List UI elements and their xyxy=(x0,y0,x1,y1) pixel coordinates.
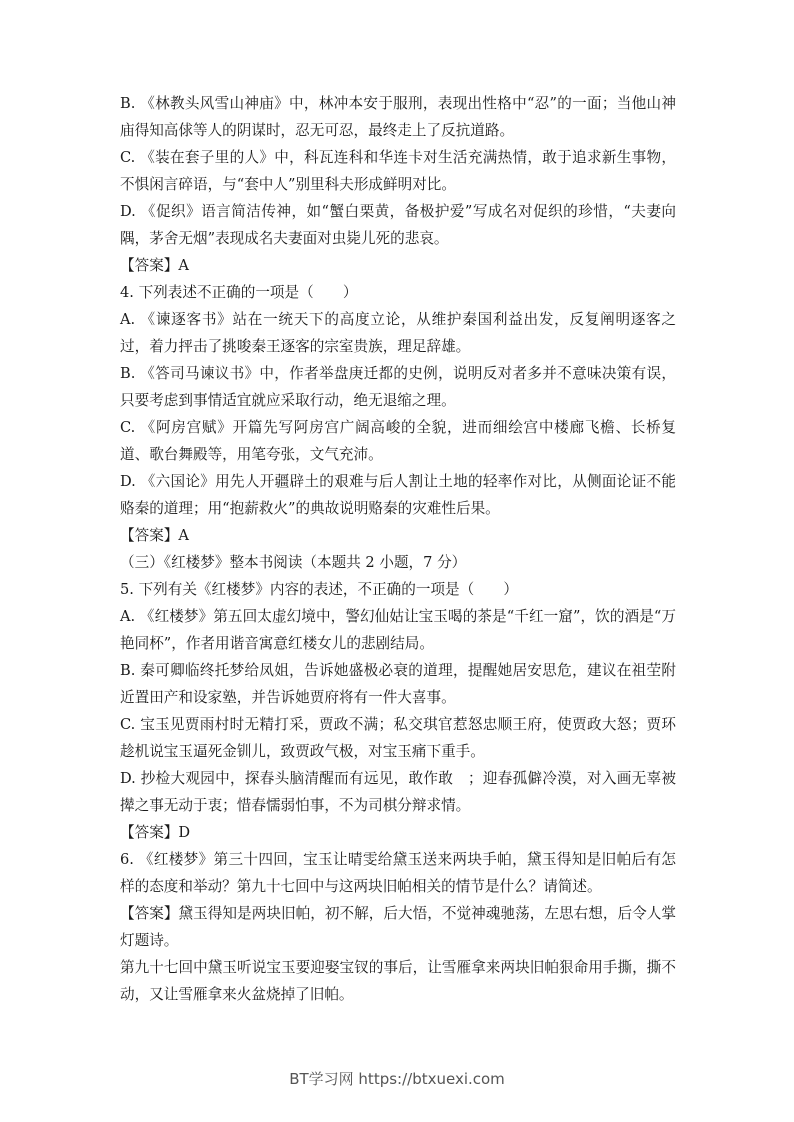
question-stem: 5. 下列有关《红楼梦》内容的表述，不正确的一项是（ ） xyxy=(120,581,519,598)
option-paragraph: B. 秦可卿临终托梦给凤姐，告诉她盛极必衰的道理，提醒她居安思危，建议在祖茔附近置田产和设家塾，并告诉她贾府将有一件大喜事。 xyxy=(120,662,676,706)
option-paragraph: A. 《谏逐客书》站在一统天下的高度立论，从维护秦国利益出发，反复阐明逐客之过，着力抨击了挑唆秦王逐客的宗室贵族，理足辞雄。 xyxy=(120,311,676,355)
answer-paragraph: 【答案】黛玉得知是两块旧帕，初不解，后大悟，不觉神魂驰荡，左思右想，后令人掌灯题诗。 xyxy=(120,905,676,949)
option-paragraph: B. 《答司马谏议书》中，作者举盘庚迁都的史例，说明反对者多并不意味决策有误，只要考虑到事情适宜就应采取行动，绝无退缩之理。 xyxy=(120,365,676,409)
answer-line: 【答案】A xyxy=(120,257,189,274)
answer-line: 【答案】D xyxy=(120,824,191,841)
option-paragraph: B. 《林教头风雪山神庙》中，林冲本安于服刑，表现出性格中“忍”的一面；当他山神庙得知高俅等人的阴谋时，忍无可忍，最终走上了反抗道路。 xyxy=(120,95,676,139)
answer-line: 【答案】A xyxy=(120,527,189,544)
section-heading: （三）《红楼梦》整本书阅读（本题共 2 小题，7 分） xyxy=(120,554,467,571)
option-paragraph: C. 《装在套子里的人》中，科瓦连科和华连卡对生活充满热情，敢于追求新生事物，不惧闲言碎语，与“套中人”别里科夫形成鲜明对比。 xyxy=(120,149,676,193)
option-paragraph: D. 《六国论》用先人开疆辟土的艰难与后人割让土地的轻率作对比，从侧面论证不能赂秦的道理；用“抱薪救火”的典故说明赂秦的灾难性后果。 xyxy=(120,473,676,517)
option-paragraph: D. 抄检大观园中，探春头脑清醒而有远见，敢作敢 ；迎春孤僻冷漠，对入画无辜被撵之事无动于衷；惜春懦弱怕事，不为司棋分辩求情。 xyxy=(120,770,676,814)
answer-paragraph-continued: 第九十七回中黛玉听说宝玉要迎娶宝钗的事后，让雪雁拿来两块旧帕狠命用手撕，撕不动，又让雪雁拿来火盆烧掉了旧帕。 xyxy=(120,959,676,1003)
question-stem: 4. 下列表述不正确的一项是（ ） xyxy=(120,284,358,301)
option-paragraph: A. 《红楼梦》第五回太虚幻境中，警幻仙姑让宝玉喝的茶是“千红一窟”，饮的酒是“万艳同杯”，作者用谐音寓意红楼女儿的悲剧结局。 xyxy=(120,608,676,652)
question-stem: 6. 《红楼梦》第三十四回，宝玉让晴雯给黛玉送来两块手帕，黛玉得知是旧帕后有怎样的态度和举动？第九十七回中与这两块旧帕相关的情节是什么？请简述。 xyxy=(120,851,676,895)
option-paragraph: C. 宝玉见贾雨村时无精打采，贾政不满；私交琪官惹怒忠顺王府，使贾政大怒；贾环趁机说宝玉逼死金钏儿，致贾政气极，对宝玉痛下重手。 xyxy=(120,716,676,760)
document-body xyxy=(120,90,676,1008)
option-paragraph: D. 《促织》语言简洁传神，如“蟹白栗黄，备极护爱”写成名对促织的珍惜，“夫妻向隅，茅舍无烟”表现成名夫妻面对虫毙儿死的悲哀。 xyxy=(120,203,676,247)
footer-watermark: BT学习网 https://btxuexi.com xyxy=(289,1070,505,1088)
option-paragraph: C. 《阿房宫赋》开篇先写阿房宫广阔高峻的全貌，进而细绘宫中楼廊飞檐、长桥复道、歌台舞殿等，用笔夸张，文气充沛。 xyxy=(120,419,676,463)
